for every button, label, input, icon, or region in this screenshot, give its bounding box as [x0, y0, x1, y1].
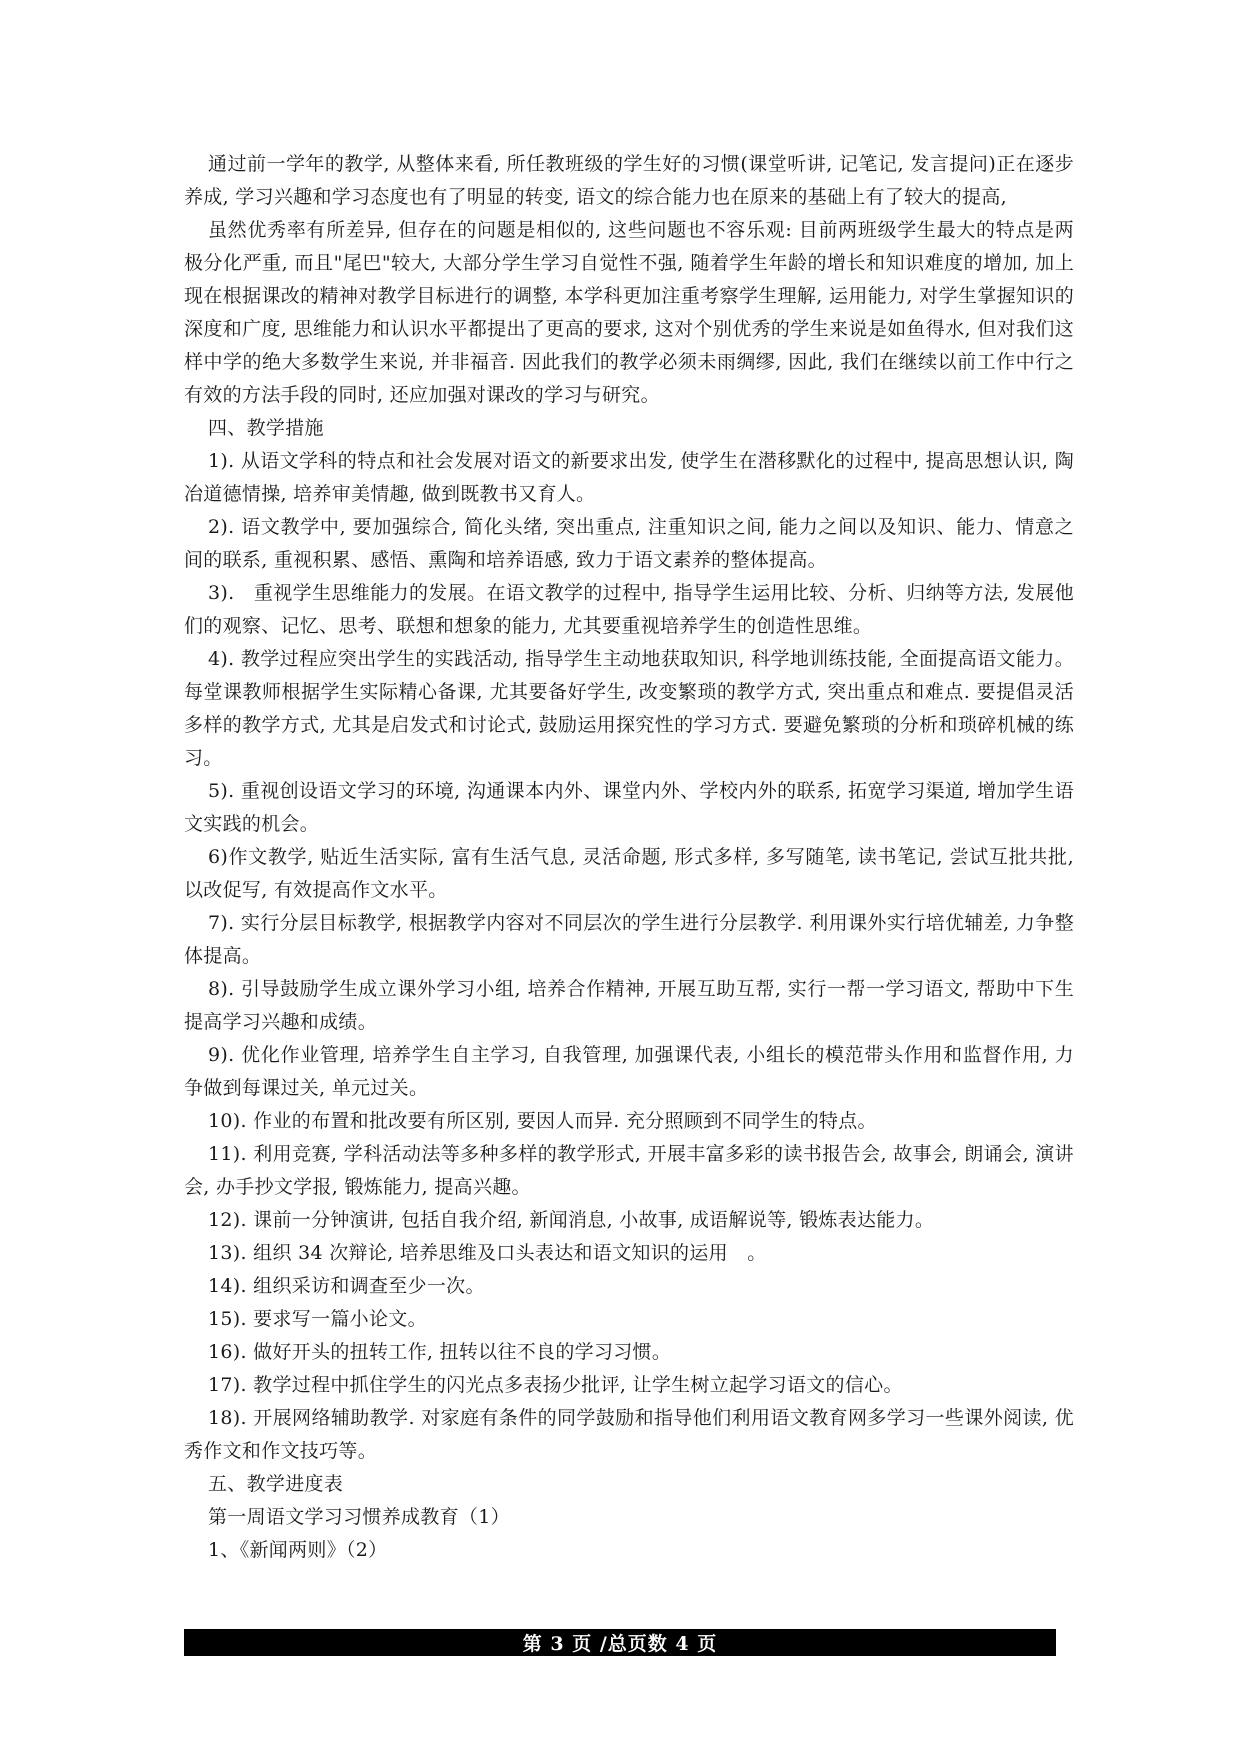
- measure-item-3: 3). 重视学生思维能力的发展。在语文教学的过程中, 指导学生运用比较、分析、归纳等方法, 发展他们的观察、记忆、思考、联想和想象的能力, 尤其要重视培养学生的创造性思维。: [184, 582, 1074, 637]
- measure-item-2: 2). 语文教学中, 要加强综合, 简化头绪, 突出重点, 注重知识之间, 能力之间以及知识、能力、情意之间的联系, 重视积累、感悟、熏陶和培养语感, 致力于语文素养的整体提高。: [184, 516, 1074, 571]
- measure-item-11: 11). 利用竞赛, 学科活动法等多种多样的教学形式, 开展丰富多彩的读书报告会, 故事会, 朗诵会, 演讲会, 办手抄文学报, 锻炼能力, 提高兴趣。: [184, 1143, 1074, 1198]
- schedule-week-1: 第一周语文学习习惯养成教育（1）: [208, 1506, 510, 1528]
- paragraph-overview: 通过前一学年的教学, 从整体来看, 所任教班级的学生好的习惯(课堂听讲, 记笔记, 发言提问)正在逐步养成, 学习兴趣和学习态度也有了明显的转变, 语文的综合能力也在原来的基础上有了较大的提高,: [184, 153, 1074, 208]
- measure-item-15: 15). 要求写一篇小论文。: [208, 1308, 427, 1330]
- document-page: [184, 148, 1074, 1567]
- page-footer-bar: [184, 1629, 1056, 1656]
- measure-item-13: 13). 组织 34 次辩论, 培养思维及口头表达和语文知识的运用 。: [208, 1242, 767, 1264]
- measure-item-17: 17). 教学过程中抓住学生的闪光点多表扬少批评, 让学生树立起学习语文的信心。: [208, 1374, 903, 1396]
- measure-item-18: 18). 开展网络辅助教学. 对家庭有条件的同学鼓励和指导他们利用语文教育网多学习一些课外阅读, 优秀作文和作文技巧等。: [184, 1407, 1074, 1462]
- paragraph-problems: 虽然优秀率有所差异, 但存在的问题是相似的, 这些问题也不容乐观: 目前两班级学生最大的特点是两极分化严重, 而且"尾巴"较大, 大部分学生学习自觉性不强, 随着学生年龄的增长和知识难度的增加, 加上现在根据课改的精神对教学目标进行的调整, 本学科更加注重考察学生理解, 运用能力, 对学生掌握知识的深度和广度, 思维能力和认识水平都提出了更高的要求, 这对个别优秀的学生来说是如鱼得水, 但对我们这样中学的绝大多数学生来说, 并非福音. 因此我们的教学必须未雨绸缪, 因此, 我们在继续以前工作中行之有效的方法手段的同时, 还应加强对课改的学习与研究。: [184, 219, 1074, 406]
- measure-item-7: 7). 实行分层目标教学, 根据教学内容对不同层次的学生进行分层教学. 利用课外实行培优辅差, 力争整体提高。: [184, 912, 1074, 967]
- measure-item-10: 10). 作业的布置和批改要有所区别, 要因人而异. 充分照顾到不同学生的特点。: [208, 1110, 877, 1132]
- measure-item-4: 4). 教学过程应突出学生的实践活动, 指导学生主动地获取知识, 科学地训练技能, 全面提高语文能力。每堂课教师根据学生实际精心备课, 尤其要备好学生, 改变繁琐的教学方式, 突出重点和难点. 要提倡灵活多样的教学方式, 尤其是启发式和讨论式, 鼓励运用探究性的学习方式. 要避免繁琐的分析和琐碎机械的练习。: [184, 648, 1074, 769]
- measure-item-9: 9). 优化作业管理, 培养学生自主学习, 自我管理, 加强课代表, 小组长的模范带头作用和监督作用, 力争做到每课过关, 单元过关。: [184, 1044, 1074, 1099]
- measure-item-6: 6)作文教学, 贴近生活实际, 富有生活气息, 灵活命题, 形式多样, 多写随笔, 读书笔记, 尝试互批共批, 以改促写, 有效提高作文水平。: [184, 846, 1074, 901]
- measure-item-12: 12). 课前一分钟演讲, 包括自我介绍, 新闻消息, 小故事, 成语解说等, 锻炼表达能力。: [208, 1209, 935, 1231]
- schedule-item-1: 1、《新闻两则》（2）: [208, 1539, 388, 1561]
- section-heading-measures: 四、教学措施: [208, 417, 324, 439]
- measure-item-14: 14). 组织采访和调查至少一次。: [208, 1275, 485, 1297]
- measure-item-5: 5). 重视创设语文学习的环境, 沟通课本内外、课堂内外、学校内外的联系, 拓宽学习渠道, 增加学生语文实践的机会。: [184, 780, 1074, 835]
- measure-item-16: 16). 做好开头的扭转工作, 扭转以往不良的学习习惯。: [208, 1341, 672, 1363]
- section-heading-schedule: 五、教学进度表: [208, 1473, 344, 1495]
- measure-item-1: 1). 从语文学科的特点和社会发展对语文的新要求出发, 使学生在潜移默化的过程中, 提高思想认识, 陶冶道德情操, 培养审美情趣, 做到既教书又育人。: [184, 450, 1074, 505]
- measure-item-8: 8). 引导鼓励学生成立课外学习小组, 培养合作精神, 开展互助互帮, 实行一帮一学习语文, 帮助中下生提高学习兴趣和成绩。: [184, 978, 1074, 1033]
- page-number-label: 第 3 页 /总页数 4 页: [522, 1633, 718, 1655]
